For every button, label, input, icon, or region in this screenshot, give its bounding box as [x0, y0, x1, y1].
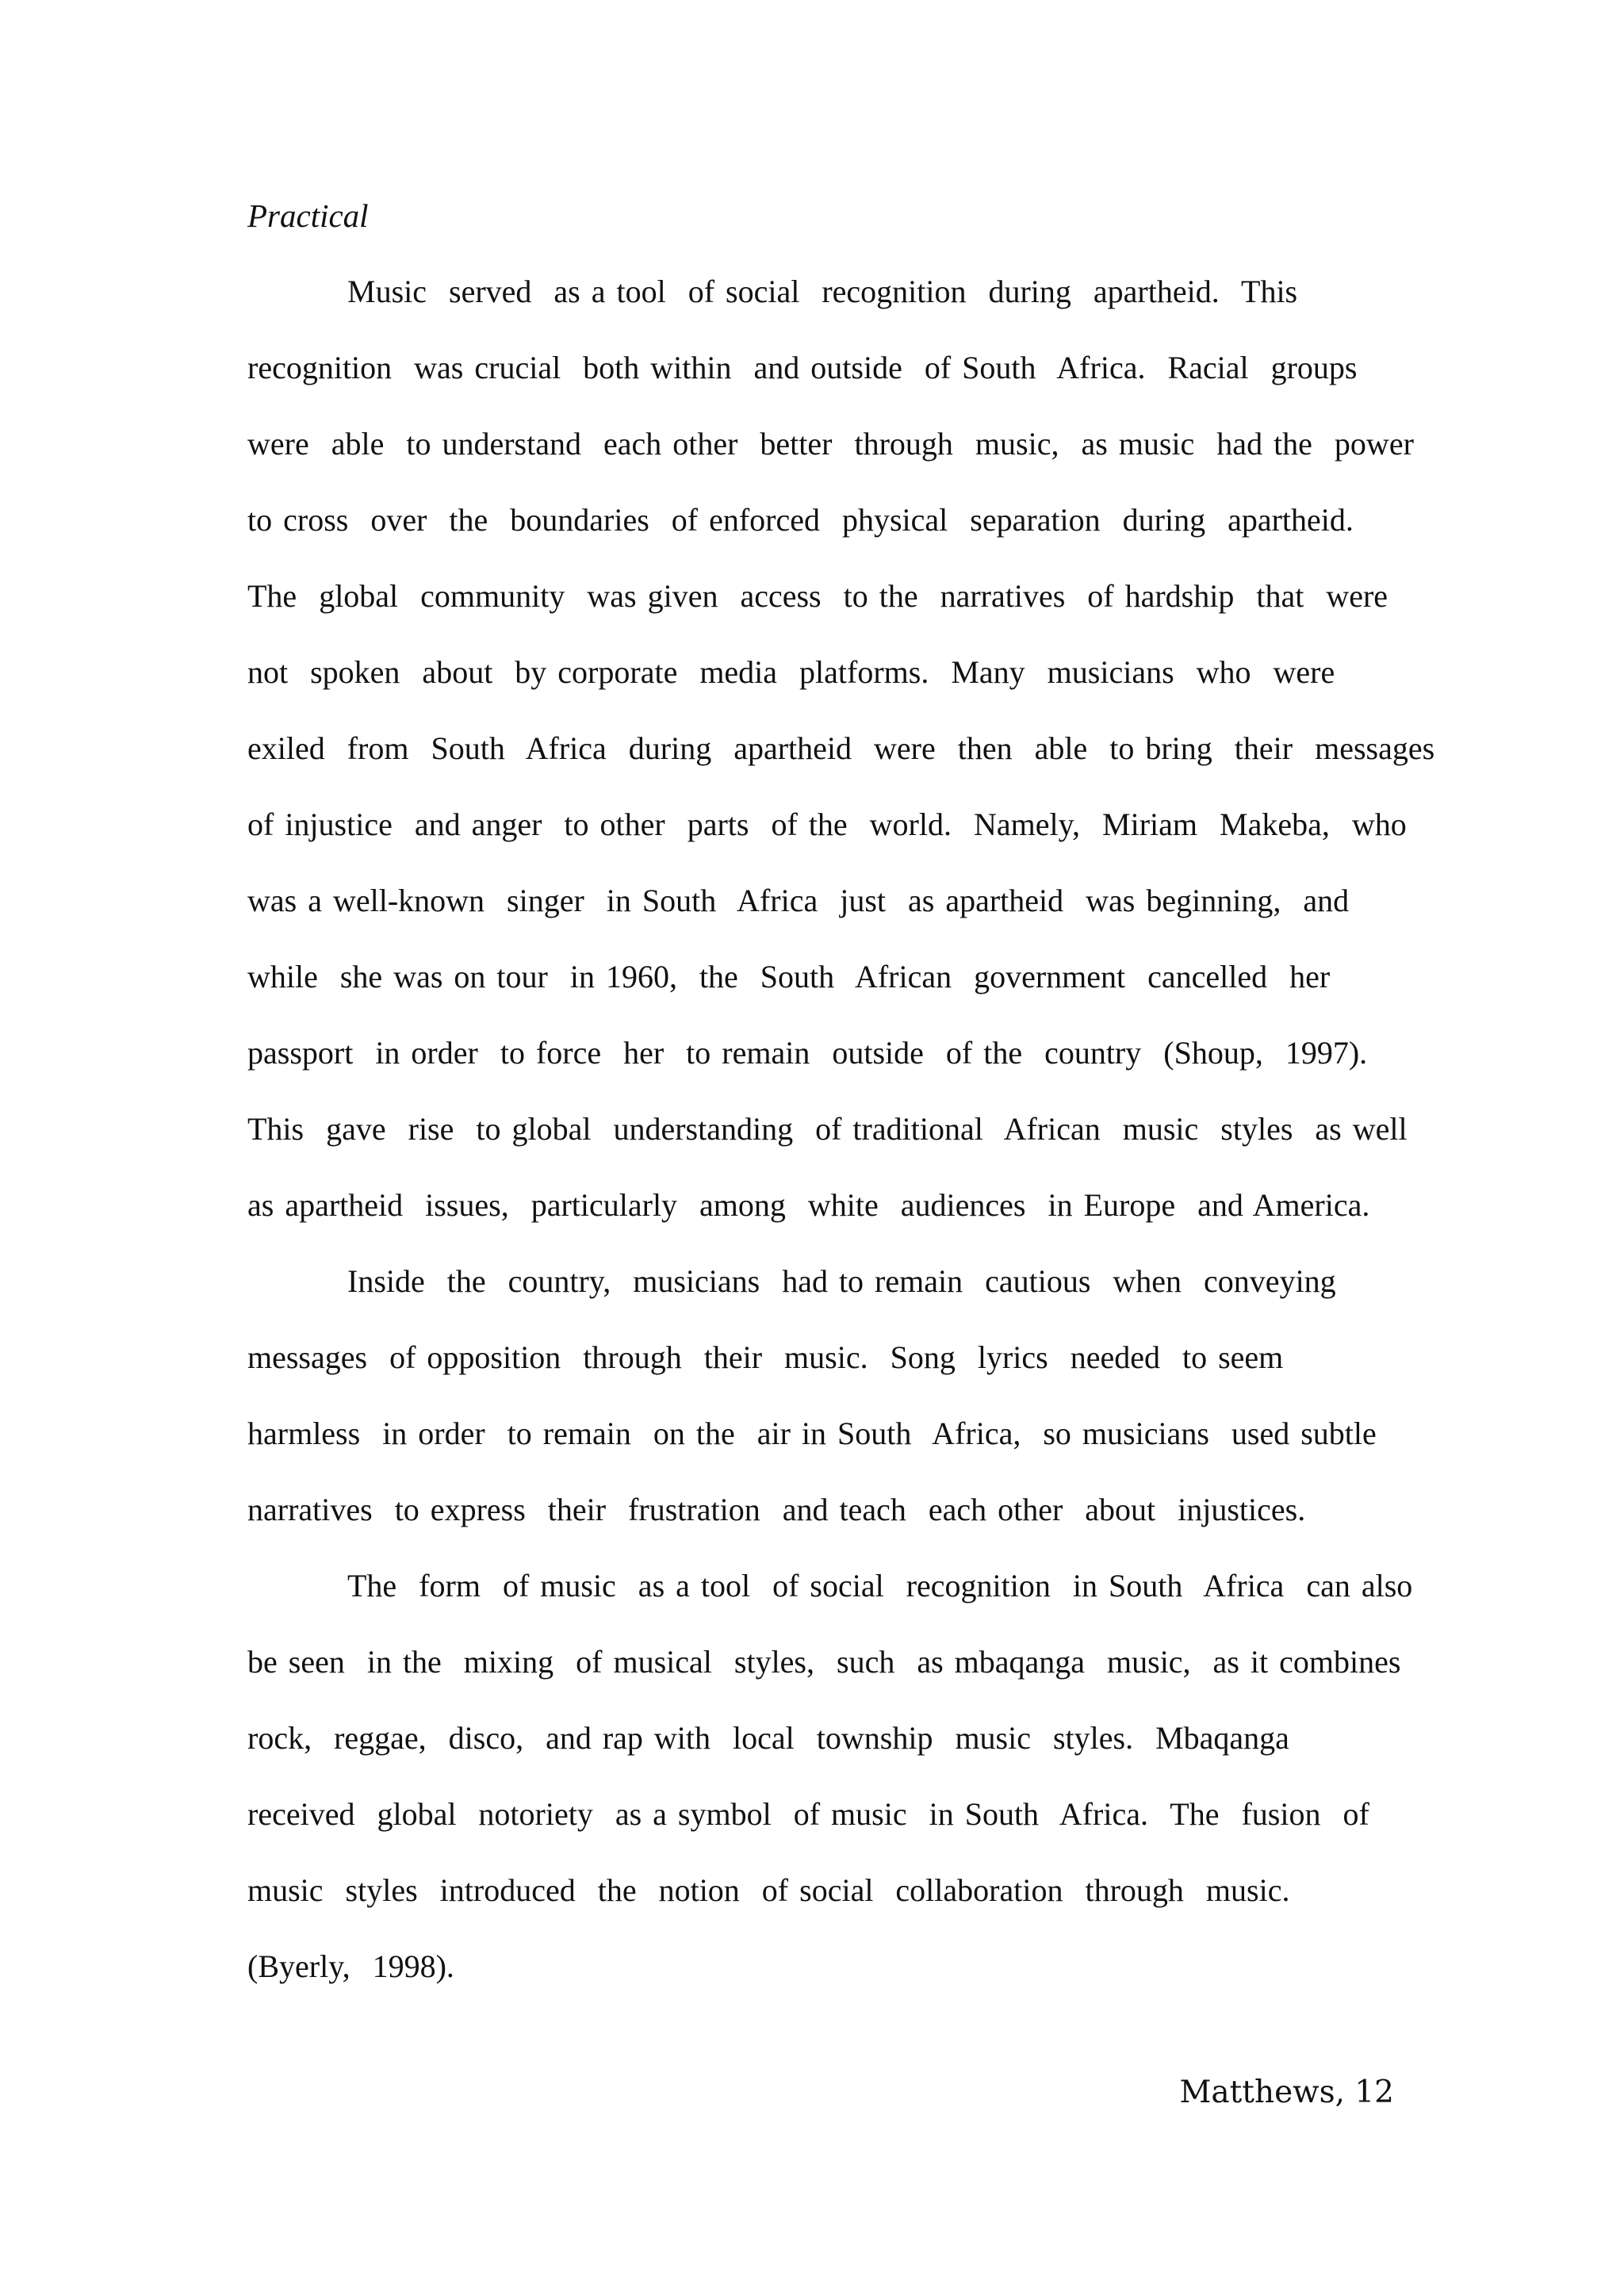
paragraph-line: was a well-known singer in South Africa just as apartheid was beginning, and: [247, 883, 1350, 918]
paragraph-line: exiled from South Africa during apartheid were then able to bring their messages: [247, 730, 1435, 766]
paragraph-line: harmless in order to remain on the air in South Africa, so musicians used subtle: [247, 1416, 1377, 1451]
paragraph-line: messages of opposition through their music. Song lyrics needed to seem: [247, 1339, 1284, 1375]
paragraph-line: narratives to express their frustration and teach each other about injustices.: [247, 1492, 1306, 1527]
paragraph-line: Inside the country, musicians had to remain cautious when conveying: [347, 1263, 1336, 1299]
paragraph-line: This gave rise to global understanding of traditional African music styles as well: [247, 1111, 1408, 1147]
paragraph-line: music styles introduced the notion of social collaboration through music.: [247, 1872, 1290, 1908]
paragraph-line: were able to understand each other better through music, as music had the power: [247, 426, 1414, 462]
paragraph-line: passport in order to force her to remain outside of the country (Shoup, 1997).: [247, 1035, 1368, 1071]
paragraph-line: received global notoriety as a symbol of music in South Africa. The fusion of: [247, 1796, 1369, 1832]
paragraph-line: while she was on tour in 1960, the South African government cancelled her: [247, 959, 1331, 994]
paragraph-line: as apartheid issues, particularly among white audiences in Europe and America.: [247, 1187, 1370, 1223]
paragraph-line: recognition was crucial both within and outside of South Africa. Racial groups: [247, 350, 1358, 385]
page-footer: Matthews, 12: [1179, 2075, 1394, 2110]
paragraph-line: (Byerly, 1998).: [247, 1948, 454, 1984]
paragraph-line: be seen in the mixing of musical styles, such as mbaqanga music, as it combines: [247, 1644, 1401, 1680]
section-heading: Practical: [247, 197, 369, 234]
paragraph-line: of injustice and anger to other parts of the world. Namely, Miriam Makeba, who: [247, 807, 1407, 842]
paragraph-line: not spoken about by corporate media platforms. Many musicians who were: [247, 654, 1335, 690]
paragraph-line: Music served as a tool of social recognition during apartheid. This: [347, 274, 1298, 309]
paragraph-line: to cross over the boundaries of enforced physical separation during apartheid.: [247, 502, 1354, 538]
paragraph-line: The global community was given access to the narratives of hardship that were: [247, 578, 1388, 614]
paragraph-line: The form of music as a tool of social recognition in South Africa can also: [347, 1568, 1413, 1603]
paragraph-line: rock, reggae, disco, and rap with local township music styles. Mbaqanga: [247, 1720, 1289, 1756]
